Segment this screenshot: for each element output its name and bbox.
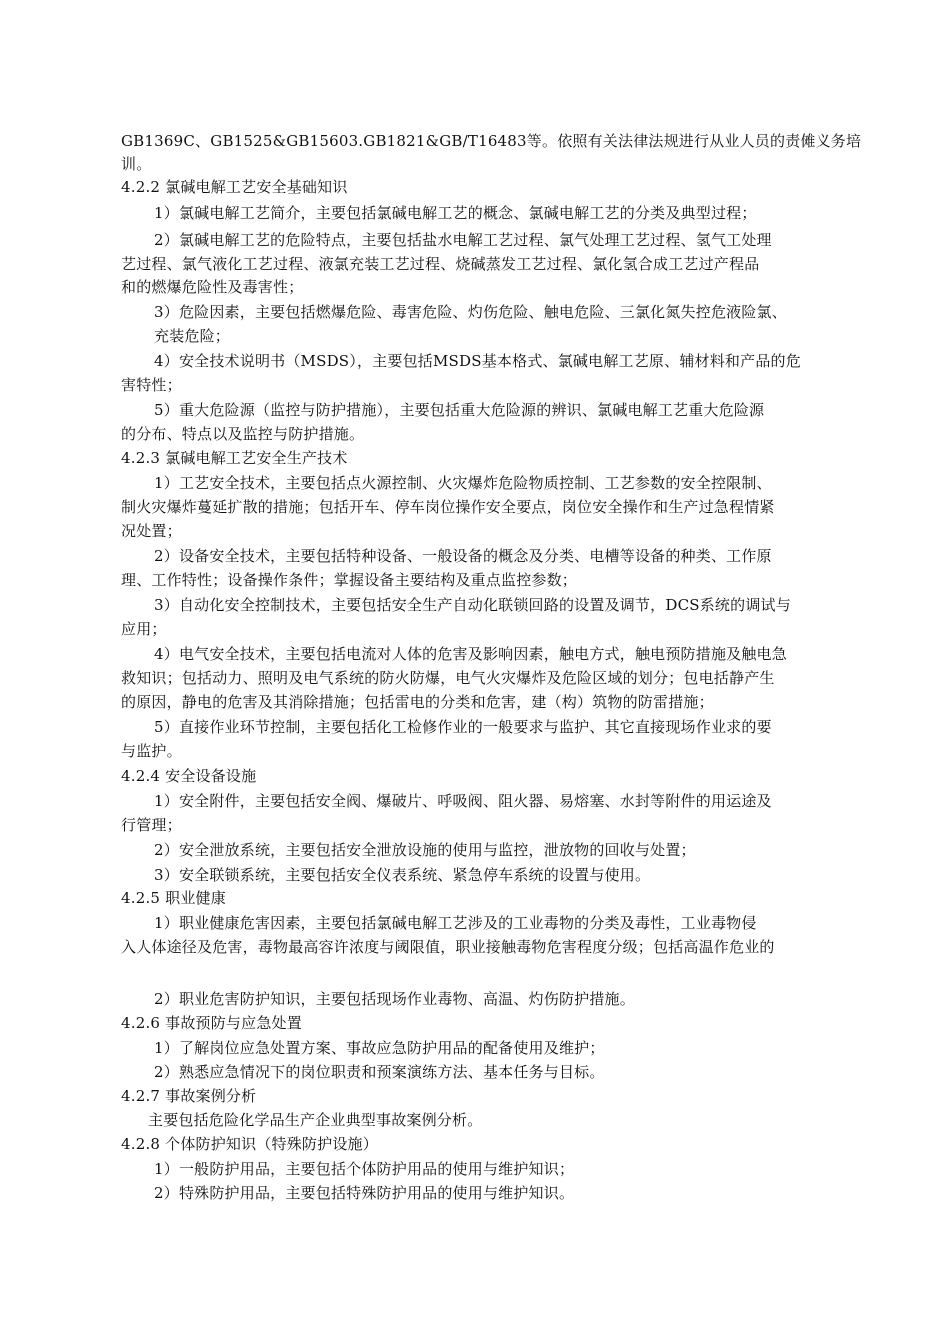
list-item: 1）工艺安全技术，主要包括点火源控制、火灾爆炸危险物质控制、工艺参数的安全控限制、 [154,474,772,492]
text-line: 艺过程、氯气液化工艺过程、液氯充装工艺过程、烧碱蒸发工艺过程、氯化氢合成工艺过产程品 [121,255,760,273]
text-line: GB1369C、GB1525&GB15603.GB1821&GB/T16483等。依照有关法律法规进行从业人员的责傩义务培 [121,132,862,150]
list-item: 5）重大危险源（监控与防护措施），主要包括重大危险源的辨识、氯碱电解工艺重大危险源 [154,401,765,419]
section-heading: 4.2.3 氯碱电解工艺安全生产技术 [121,449,348,467]
list-item: 1）氯碱电解工艺简介，主要包括氯碱电解工艺的概念、氯碱电解工艺的分类及典型过程； [154,204,757,222]
section-heading: 4.2.2 氯碱电解工艺安全基础知识 [121,178,348,196]
text-line: 行管理； [121,816,182,834]
text-line: 救知识；包括动力、照明及电气系统的防火防爆，电气火灾爆炸及危险区域的划分；包电括静产生 [121,669,775,687]
list-item: 2）氯碱电解工艺的危险特点，主要包括盐水电解工艺过程、氯气处理工艺过程、氢气工处理 [154,231,772,249]
list-item: 4）安全技术说明书（MSDS），主要包括MSDS基本格式、氯碱电解工艺原、辅材料和产品的危 [154,352,801,370]
list-item: 3）危险因素，主要包括燃爆危险、毒害危险、灼伤危险、触电危险、三氯化氮失控危液险氯、 [154,303,787,321]
list-item: 2）熟悉应急情况下的岗位职责和预案演练方法、基本任务与目标。 [154,1063,605,1081]
text-line: 训。 [121,155,152,173]
list-item: 4）电气安全技术，主要包括电流对人体的危害及影响因素，触电方式，触电预防措施及触电急 [154,645,787,663]
text-line: 况处置； [121,522,182,540]
text-line: 和的燃爆危险性及毒害性； [121,278,304,296]
list-item: 5）直接作业环节控制，主要包括化工检修作业的一般要求与监护、其它直接现场作业求的要 [154,718,772,736]
section-heading: 4.2.8 个体防护知识（特殊防护设施） [121,1135,378,1153]
text-line: 害特性； [121,376,182,394]
text-line: 的分布、特点以及监控与防护措施。 [121,425,365,443]
list-item: 1）职业健康危害因素，主要包括氯碱电解工艺涉及的工业毒物的分类及毒性，工业毒物侵 [154,914,757,932]
section-heading: 4.2.6 事故预防与应急处置 [121,1014,302,1032]
text-line: 入人体途径及危害，毒物最高容许浓度与阈限值，职业接触毒物危害程度分级；包括高温作危业的 [121,938,775,956]
list-item: 2）特殊防护用品，主要包括特殊防护用品的使用与维护知识。 [154,1184,575,1202]
list-item: 1）安全附件，主要包括安全阀、爆破片、呼吸阀、阻火器、易熔塞、水封等附件的用运途及 [154,792,772,810]
text-line: 理、工作特性；设备操作条件；掌握设备主要结构及重点监控参数； [121,571,578,589]
text-line: 与监护。 [121,742,182,760]
section-heading: 4.2.4 安全设备设施 [121,767,257,785]
text-line: 主要包括危险化学品生产企业典型事故案例分析。 [148,1111,483,1129]
list-item: 1）了解岗位应急处置方案、事故应急防护用品的配备使用及维护； [154,1039,605,1057]
text-line: 制火灾爆炸蔓延扩散的措施；包括开车、停车岗位操作安全要点，岗位安全操作和生产过急程情紧 [121,498,775,516]
text-line: 的原因，静电的危害及其消除措施；包括雷电的分类和危害，建（构）筑物的防雷措施； [121,693,714,711]
list-item: 2）安全泄放系统，主要包括安全泄放设施的使用与监控，泄放物的回收与处置； [154,841,696,859]
text-line: 应用； [121,620,167,638]
list-item: 3）安全联锁系统，主要包括安全仪表系统、紧急停车系统的设置与使用。 [154,866,651,884]
section-heading: 4.2.7 事故案例分析 [121,1087,257,1105]
list-item: 1）一般防护用品，主要包括个体防护用品的使用与维护知识； [154,1160,575,1178]
section-heading: 4.2.5 职业健康 [121,889,226,907]
list-item: 3）自动化安全控制技术，主要包括安全生产自动化联锁回路的设置及调节，DCS系统的调试与 [154,596,791,614]
list-item: 2）设备安全技术，主要包括特种设备、一般设备的概念及分类、电槽等设备的种类、工作原 [154,547,772,565]
text-line: 充装危险； [154,327,231,345]
list-item: 2）职业危害防护知识，主要包括现场作业毒物、高温、灼伤防护措施。 [154,990,635,1008]
